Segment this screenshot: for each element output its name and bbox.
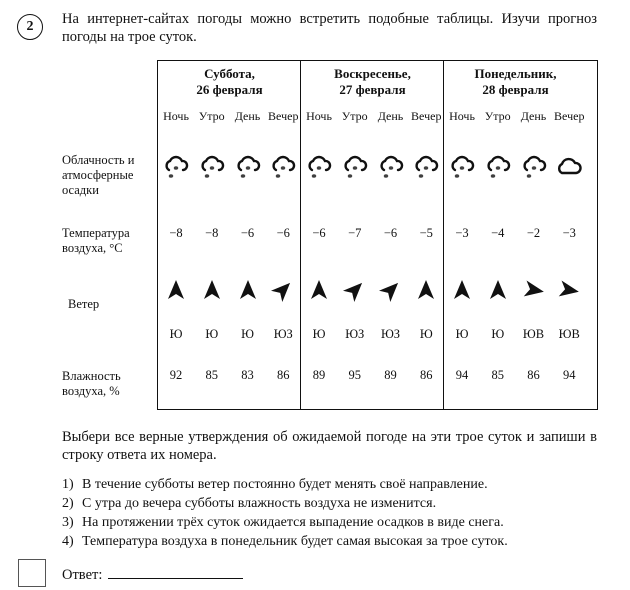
day-header [301, 66, 444, 98]
humidity-value: 94 [455, 368, 469, 382]
svg-text:*: * [423, 164, 429, 176]
svg-text:*: * [209, 164, 215, 176]
temperature-value: −6 [383, 226, 398, 240]
answer-option [62, 496, 436, 512]
wind-direction: Ю [169, 327, 183, 341]
day-date: 26 февраля [196, 82, 263, 97]
humidity-value: 85 [205, 368, 218, 382]
day-date: 27 февраля [339, 82, 406, 97]
humidity-value: 94 [563, 368, 576, 382]
snow-cloud-icon [373, 153, 409, 185]
snow-cloud-icon [230, 153, 266, 185]
humidity-value: 89 [384, 368, 397, 382]
svg-text:*: * [525, 172, 532, 181]
wind-arrow-up-icon [230, 279, 266, 305]
wind-arrow-up-icon [444, 279, 480, 305]
wind-direction: ЮЗ [345, 327, 365, 341]
wind-direction: ЮВ [522, 327, 545, 341]
svg-text:*: * [382, 172, 389, 181]
answer-box [18, 559, 46, 587]
period-label: Вечер [268, 109, 299, 123]
wind-direction: Ю [205, 327, 219, 341]
temperature-value: −3 [455, 226, 469, 240]
snow-cloud-icon [301, 153, 337, 185]
svg-text:*: * [204, 172, 210, 181]
wind-arrow-up-icon [158, 279, 194, 305]
row-label-temperature: Температура воздуха, °C [62, 226, 130, 255]
answer-option [62, 534, 508, 550]
svg-text:*: * [352, 164, 358, 176]
day-title: Суббота, [204, 66, 255, 81]
period-label: Утро [198, 109, 225, 123]
period-label: День [234, 109, 261, 123]
temperature-value: −8 [205, 226, 219, 240]
answer-line[interactable] [108, 566, 243, 579]
wind-direction: Ю [312, 327, 326, 341]
snow-cloud-icon [158, 153, 194, 185]
answer-field[interactable] [62, 566, 243, 584]
day-header [158, 66, 301, 98]
question-number: 2 [17, 14, 43, 40]
wind-direction: ЮЗ [380, 327, 401, 341]
snow-cloud-icon [408, 153, 444, 185]
snow-cloud-icon [444, 153, 480, 185]
humidity-value: 89 [312, 368, 326, 382]
svg-text:*: * [454, 172, 460, 181]
humidity-value: 83 [241, 368, 254, 382]
wind-arrow-right-icon [551, 279, 587, 305]
temperature-value: −3 [562, 226, 576, 240]
wind-arrow-up-icon [480, 279, 516, 305]
option-text: С утра до вечера субботы влажность воздуха не изменится. [82, 496, 437, 511]
humidity-value: 95 [348, 368, 361, 382]
day-date: 28 февраля [482, 82, 549, 97]
period-label: День [377, 109, 404, 123]
option-text: На протяжении трёх суток ожидается выпадение осадков в виде снега. [82, 515, 504, 530]
svg-text:*: * [239, 172, 246, 181]
temperature-value: −2 [526, 226, 541, 240]
wind-direction: Ю [491, 327, 505, 341]
period-label: Вечер [554, 109, 585, 123]
temperature-value: −7 [348, 226, 362, 240]
svg-text:*: * [168, 172, 174, 181]
svg-text:*: * [490, 172, 496, 181]
period-label: Ночь [306, 109, 332, 123]
wind-arrow-up-icon [194, 279, 230, 305]
answer-label: Ответ: [62, 567, 103, 583]
snow-cloud-icon [265, 153, 301, 185]
task-text: Выбери все верные утверждения об ожидаемой погоде на эти трое суток и запиши в строку ответа их номера. [62, 429, 597, 463]
svg-text:*: * [459, 164, 465, 176]
answer-option [62, 477, 488, 493]
option-number: 3) [62, 515, 74, 530]
period-label: Ночь [163, 109, 189, 123]
temperature-value: −8 [169, 226, 183, 240]
humidity-value: 92 [169, 368, 183, 382]
option-number: 4) [62, 534, 74, 549]
snow-cloud-icon [516, 153, 552, 185]
wind-arrow-up-icon [408, 279, 444, 305]
snow-cloud-icon [480, 153, 516, 185]
humidity-value: 85 [491, 368, 504, 382]
option-text: В течение субботы ветер постоянно будет менять своё направление. [82, 477, 488, 492]
svg-text:*: * [347, 172, 353, 181]
period-label: День [520, 109, 547, 123]
svg-text:*: * [418, 172, 424, 181]
wind-direction: Ю [241, 327, 254, 341]
row-label-humidity: Влажность воздуха, % [62, 369, 121, 398]
temperature-value: −6 [276, 226, 290, 240]
wind-direction: ЮЗ [273, 327, 293, 341]
humidity-value: 86 [527, 368, 540, 382]
option-number: 1) [62, 477, 74, 492]
day-title: Понедельник, [474, 66, 557, 81]
wind-direction: Ю [455, 327, 469, 341]
svg-text:*: * [173, 164, 179, 176]
svg-text:*: * [275, 172, 281, 181]
temperature-value: −6 [312, 226, 326, 240]
temperature-value: −5 [419, 226, 433, 240]
day-header [444, 66, 587, 98]
period-label: Вечер [411, 109, 442, 123]
period-label: Ночь [449, 109, 475, 123]
temperature-value: −6 [240, 226, 255, 240]
row-label-clouds: Облачность и атмосферные осадки [62, 153, 135, 197]
intro-text: На интернет-сайтах погоды можно встретить подобные таблицы. Изучи прогноз погоды на трое суток. [62, 11, 597, 45]
svg-text:*: * [316, 164, 322, 176]
svg-text:*: * [244, 164, 251, 176]
period-label: Утро [341, 109, 368, 123]
option-number: 2) [62, 496, 74, 511]
answer-option [62, 515, 504, 531]
svg-text:*: * [530, 164, 537, 176]
option-text: Температура воздуха в понедельник будет самая высокая за трое суток. [82, 534, 508, 549]
wind-arrow-right-icon [516, 279, 552, 305]
svg-text:*: * [280, 164, 286, 176]
humidity-value: 86 [420, 368, 433, 382]
snow-cloud-icon [194, 153, 230, 185]
wind-arrow-up-right-icon [373, 279, 409, 305]
wind-arrow-up-icon [301, 279, 337, 305]
weather-table [157, 60, 598, 410]
svg-text:*: * [495, 164, 501, 176]
wind-arrow-up-right-icon [265, 279, 301, 305]
snow-cloud-icon [337, 153, 373, 185]
row-label-wind: Ветер [68, 297, 100, 311]
wind-direction: ЮВ [558, 327, 580, 341]
temperature-value: −4 [491, 226, 505, 240]
wind-arrow-up-right-icon [337, 279, 373, 305]
day-title: Воскресенье, [334, 66, 411, 81]
svg-text:*: * [311, 172, 317, 181]
svg-text:*: * [387, 164, 394, 176]
period-label: Утро [484, 109, 511, 123]
humidity-value: 86 [277, 368, 290, 382]
wind-direction: Ю [419, 327, 433, 341]
cloud-icon [551, 155, 587, 181]
